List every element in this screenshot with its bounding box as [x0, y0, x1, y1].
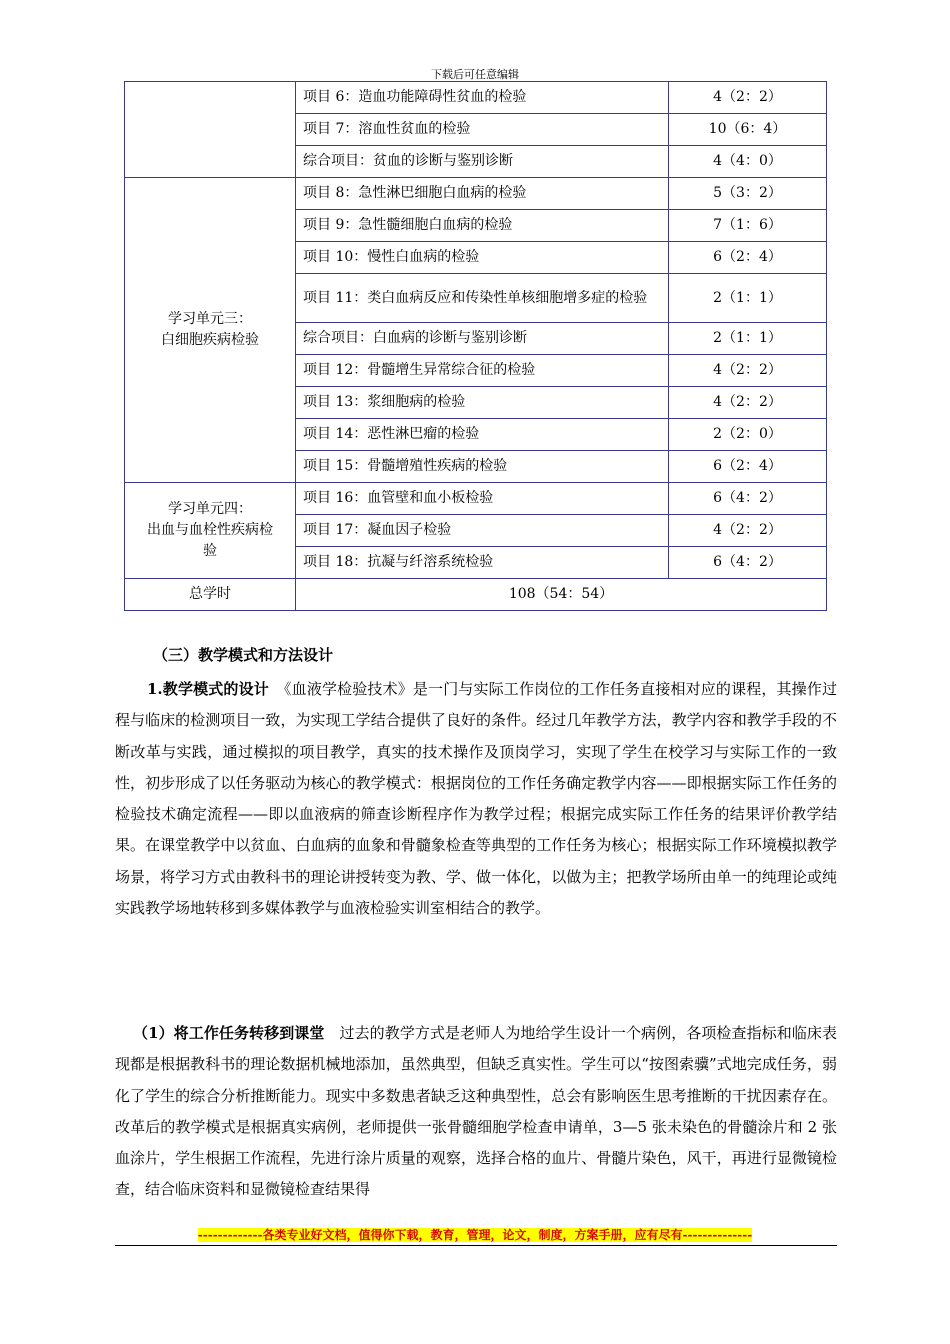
item-cell: 项目 8：急性淋巴细胞白血病的检验 — [296, 178, 669, 210]
unit-3-line2: 白细胞疾病检验 — [161, 332, 259, 348]
total-value: 108（54：54） — [296, 579, 827, 611]
hours-cell: 2（1：1） — [669, 323, 827, 355]
paragraph-work-task — [115, 1018, 837, 1206]
paragraph-text: 《血液学检验技术》是一门与实际工作岗位的工作任务直接相对应的课程，其操作过程与临床的检测项目一致，为实现工学结合提供了良好的条件。经过几年教学方法，教学内容和教学手段的不断改革与实践，通过模拟的项目教学，真实的技术操作及顶岗学习，实现了学生在校学习与实际工作的一致性，初步形成了以任务驱动为核心的教学模式：根据岗位的工作任务确定教学内容——即根据实际工作任务的检验技术确定流程——即以血液病的筛查诊断程序作为教学过程；根据完成实际工作任务的结果评价教学结果。在课堂教学中以贫血、白血病的血象和骨髓象检查等典型的工作任务为核心；根据实际工作环境模拟教学场景，将学习方式由教科书的理论讲授转变为教、学、做一体化，以做为主；把教学场所由单一的纯理论或纯实践教学场地转移到多媒体教学与血液检验实训室相结合的教学。 — [115, 680, 837, 918]
total-label: 总学时 — [125, 579, 296, 611]
hours-cell: 6（2：4） — [669, 242, 827, 274]
hours-cell: 6（4：2） — [669, 483, 827, 515]
paragraph-teaching-mode — [115, 674, 837, 924]
item-cell: 项目 12：骨髓增生异常综合征的检验 — [296, 355, 669, 387]
paragraph-text: 过去的教学方式是老师人为地给学生设计一个病例，各项检查指标和临床表现都是根据教科书的理论数据机械地添加，虽然典型，但缺乏真实性。学生可以“按图索骥”式地完成任务，弱化了学生的综合分析推断能力。现实中多数患者缺乏这种典型性，总会有影响医生思考推断的干扰因素存在。改革后的教学模式是根据真实病例，老师提供一张骨髓细胞学检查申请单，3—5 张未染色的骨髓涂片和 2 张血涂片，学生根据工作流程，先进行涂片质量的观察，选择合格的血片、骨髓片染色，风干，再进行显微镜检查，结合临床资料和显微镜检查结果得 — [115, 1024, 837, 1199]
course-hours-table — [124, 81, 827, 611]
table-row — [125, 82, 827, 114]
item-cell: 项目 17：凝血因子检验 — [296, 515, 669, 547]
unit-3-line1: 学习单元三： — [168, 311, 252, 327]
item-cell: 综合项目：贫血的诊断与鉴别诊断 — [296, 146, 669, 178]
unit-cell-4 — [125, 483, 296, 579]
hours-cell: 5（3：2） — [669, 178, 827, 210]
table-row — [125, 178, 827, 210]
hours-cell: 6（2：4） — [669, 451, 827, 483]
item-cell: 项目 15：骨髓增殖性疾病的检验 — [296, 451, 669, 483]
unit-4-line1: 学习单元四： — [168, 501, 252, 517]
footer-divider — [115, 1245, 837, 1246]
hours-cell: 4（4：0） — [669, 146, 827, 178]
paragraph-lead: （1）将工作任务转移到课堂 — [133, 1024, 325, 1042]
hours-cell: 6（4：2） — [669, 547, 827, 579]
total-row — [125, 579, 827, 611]
page-header: 下载后可任意编辑 — [431, 68, 519, 81]
hours-cell: 2（2：0） — [669, 419, 827, 451]
hours-cell: 2（1：1） — [669, 274, 827, 323]
item-cell: 项目 16：血管壁和血小板检验 — [296, 483, 669, 515]
item-cell: 项目 14：恶性淋巴瘤的检验 — [296, 419, 669, 451]
footer-text: -------------各类专业好文档，值得你下载，教育，管理，论文，制度，方案手册，应有尽有-------------- — [197, 1228, 753, 1242]
footer-banner — [0, 1226, 950, 1243]
item-cell: 项目 10：慢性白血病的检验 — [296, 242, 669, 274]
hours-cell: 4（2：2） — [669, 515, 827, 547]
item-cell: 项目 7：溶血性贫血的检验 — [296, 114, 669, 146]
hours-cell: 10（6：4） — [669, 114, 827, 146]
item-cell: 项目 18：抗凝与纤溶系统检验 — [296, 547, 669, 579]
hours-cell: 4（2：2） — [669, 82, 827, 114]
item-cell: 项目 13：浆细胞病的检验 — [296, 387, 669, 419]
hours-cell: 4（2：2） — [669, 387, 827, 419]
hours-cell: 7（1：6） — [669, 210, 827, 242]
item-cell: 项目 11：类白血病反应和传染性单核细胞增多症的检验 — [296, 274, 669, 323]
paragraph-lead: 1.教学模式的设计 — [147, 680, 269, 698]
unit-4-line2: 出血与血栓性疾病检 — [147, 522, 273, 538]
hours-cell: 4（2：2） — [669, 355, 827, 387]
item-cell: 项目 9：急性髓细胞白血病的检验 — [296, 210, 669, 242]
section-title: （三）教学模式和方法设计 — [153, 646, 334, 664]
table-row — [125, 483, 827, 515]
item-cell: 项目 6：造血功能障碍性贫血的检验 — [296, 82, 669, 114]
unit-cell-3 — [125, 178, 296, 483]
unit-cell-blank — [125, 82, 296, 178]
unit-4-line3: 验 — [203, 543, 217, 559]
item-cell: 综合项目：白血病的诊断与鉴别诊断 — [296, 323, 669, 355]
